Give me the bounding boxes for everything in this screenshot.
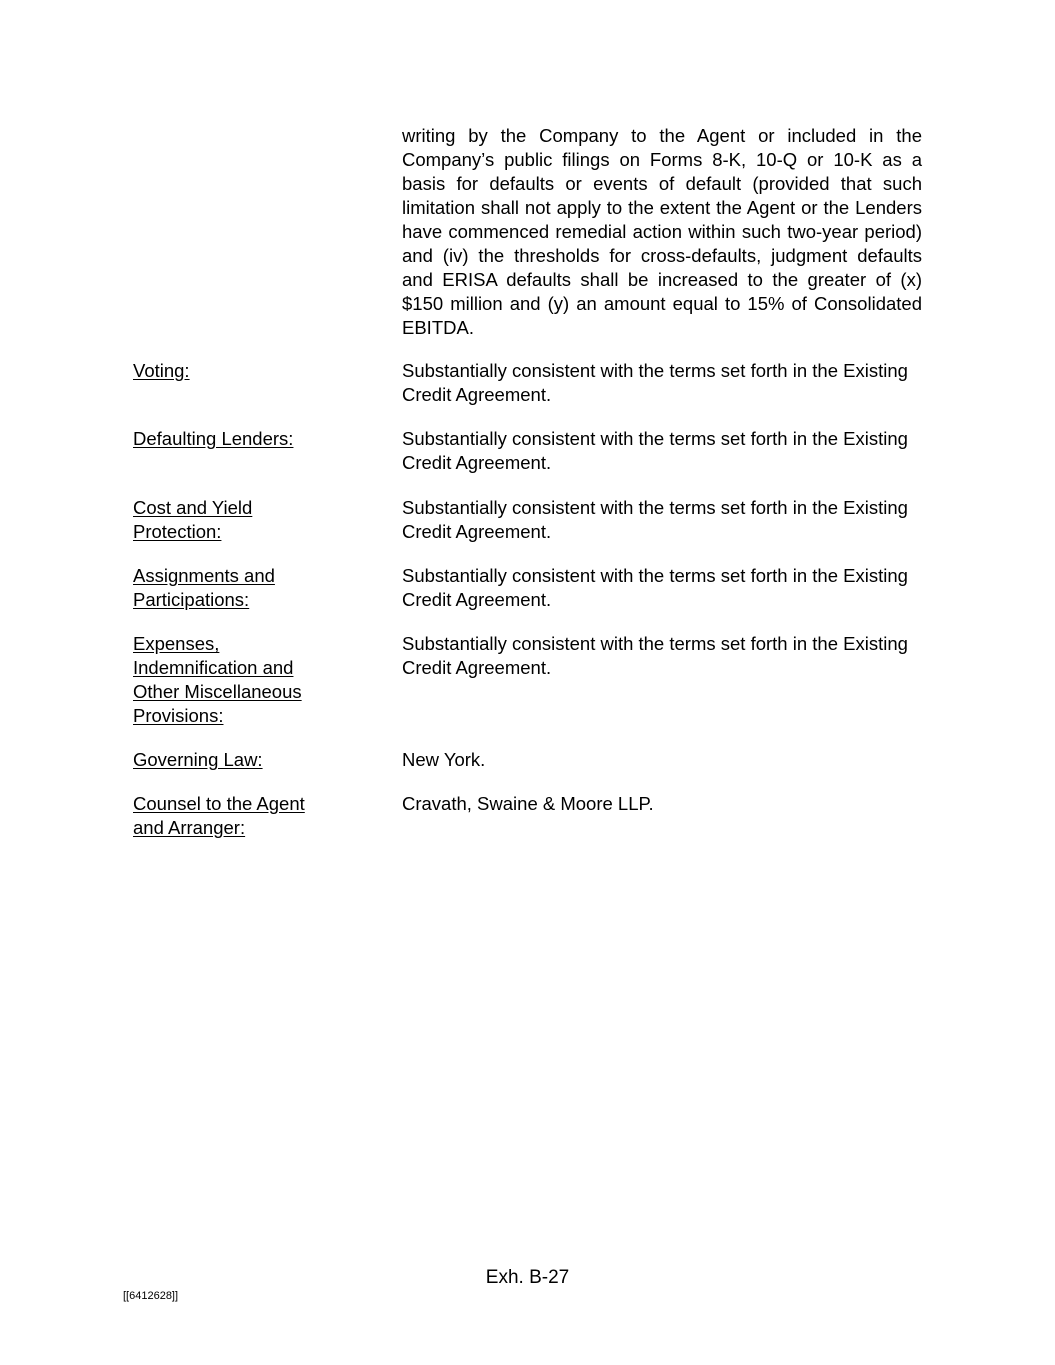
term-label: Governing Law: — [133, 749, 263, 770]
page-number: Exh. B-27 — [485, 1267, 570, 1288]
term-value: New York. — [402, 749, 486, 770]
continuation-paragraph: writing by the Company to the Agent or included in the Company’s public filings on Forms 8-K, 10-Q or 10-K as a basis for defaults or events of default (provided that such limitation shall not apply to the extent the Agent or the Lenders have commenced remedial action within such two-year period) and (iv) the thresholds for cross-defaults, judgment defaults and ERISA defaults shall be increased to the greater of (x) $150 million and (y) an amount equal to 15% of Consolidated EBITDA. — [402, 125, 922, 338]
term-value: Substantially consistent with the terms set forth in the Existing Credit Agreement. — [402, 633, 908, 678]
term-label: Voting: — [133, 360, 190, 381]
document-id: [[6412628]] — [123, 1290, 179, 1302]
term-label: Assignments and Participations: — [133, 565, 275, 610]
term-value: Substantially consistent with the terms set forth in the Existing Credit Agreement. — [402, 565, 908, 610]
term-value: Substantially consistent with the terms set forth in the Existing Credit Agreement. — [402, 360, 908, 405]
term-value: Cravath, Swaine & Moore LLP. — [402, 793, 654, 814]
term-label: Defaulting Lenders: — [133, 428, 294, 449]
term-value: Substantially consistent with the terms set forth in the Existing Credit Agreement. — [402, 497, 908, 542]
term-label: Counsel to the Agent and Arranger: — [133, 793, 305, 838]
term-label: Cost and Yield Protection: — [133, 497, 253, 542]
term-label: Expenses, Indemnification and Other Miscellaneous Provisions: — [133, 633, 302, 726]
term-value: Substantially consistent with the terms set forth in the Existing Credit Agreement. — [402, 428, 908, 473]
